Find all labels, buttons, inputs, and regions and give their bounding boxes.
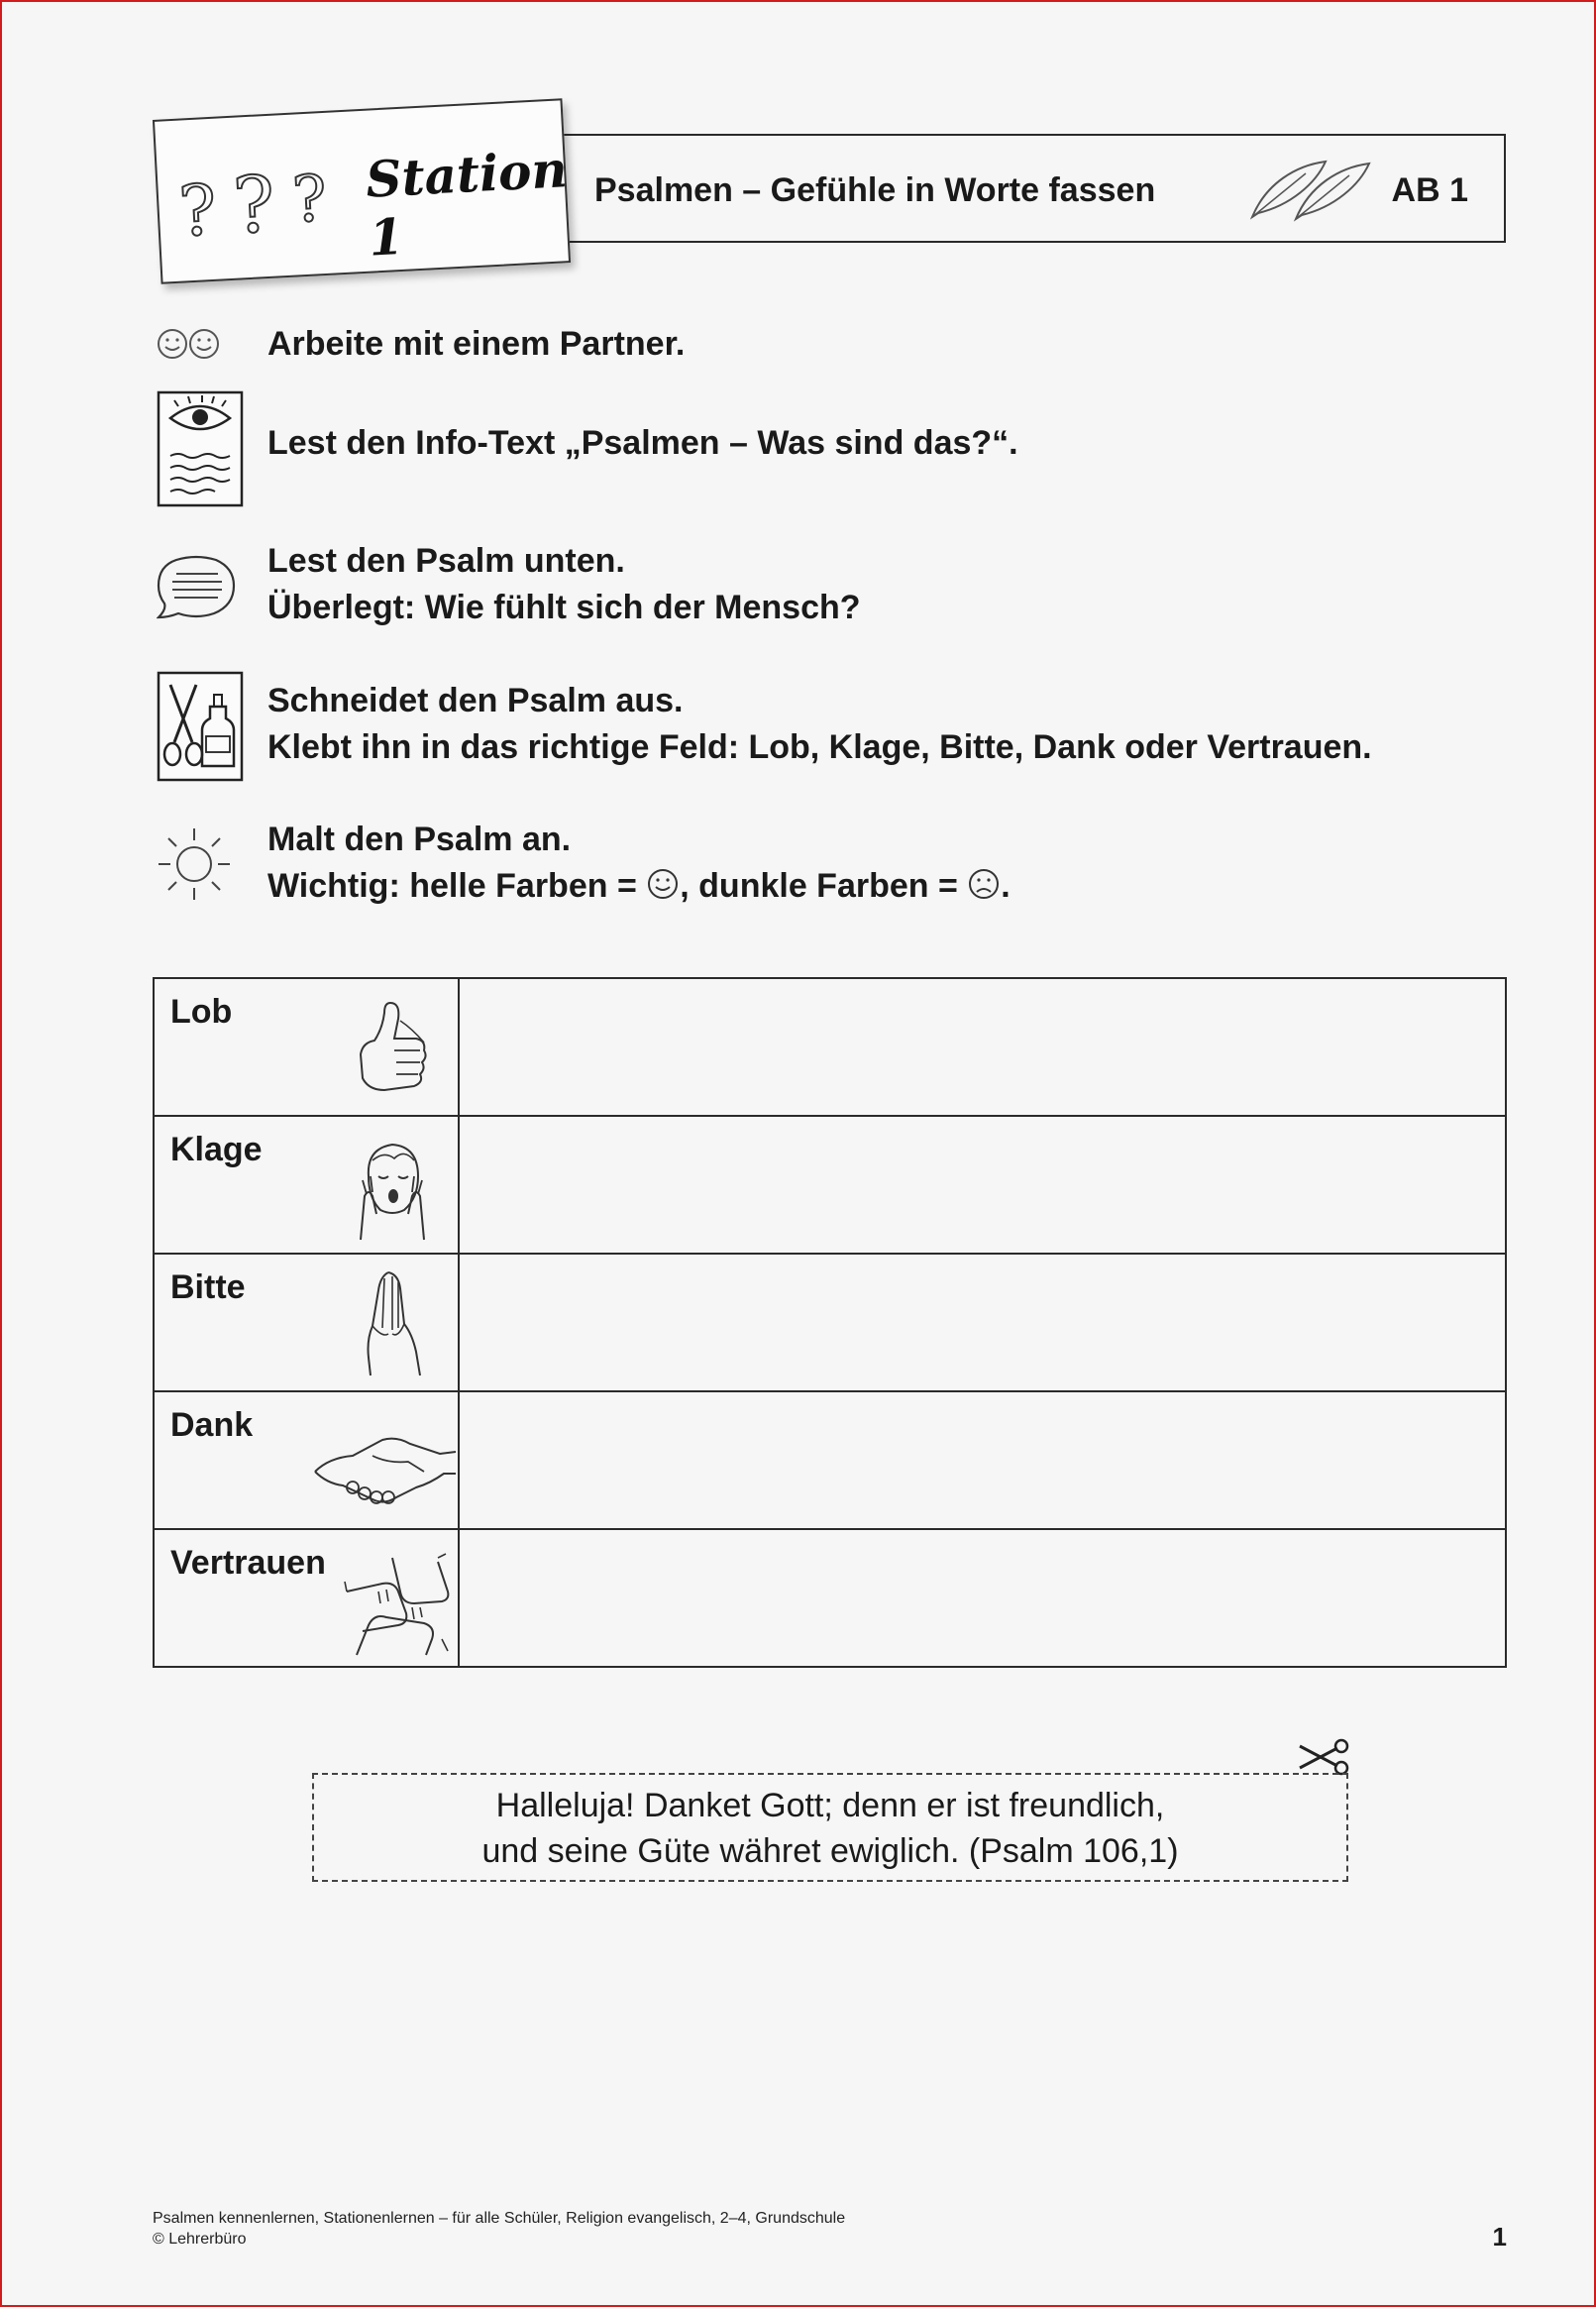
svg-text:?: ? xyxy=(231,160,277,248)
table-row xyxy=(154,1254,1506,1391)
psalm-line: Halleluja! Danket Gott; denn er ist freundlich, xyxy=(495,1787,1165,1824)
sheet-code: AB 1 xyxy=(1391,171,1468,209)
crying-face-icon xyxy=(355,1137,430,1249)
category-label: Bitte xyxy=(170,1268,246,1306)
category-label: Lob xyxy=(170,993,233,1031)
category-cell-bitte xyxy=(154,1254,459,1391)
table-row xyxy=(154,1529,1506,1667)
glue-area-dank xyxy=(459,1391,1506,1529)
instruction-text: Malt den Psalm an. xyxy=(267,821,572,858)
instruction-text: Lest den Psalm unten. xyxy=(267,542,625,580)
instruction-text: . xyxy=(1001,867,1011,905)
sun-icon xyxy=(157,826,232,907)
table-row xyxy=(154,1391,1506,1529)
sad-face-icon xyxy=(967,867,1001,914)
glue-area-bitte xyxy=(459,1254,1506,1391)
glue-area-vertrauen xyxy=(459,1529,1506,1667)
speech-bubble-icon xyxy=(157,552,238,628)
instruction-text: Wichtig: helle Farben = xyxy=(267,867,647,905)
praying-hands-icon xyxy=(359,1268,428,1382)
instruction-line-colors xyxy=(267,863,1011,914)
category-label: Klage xyxy=(170,1131,263,1168)
category-label: Dank xyxy=(170,1406,254,1444)
page-number: 1 xyxy=(1492,2222,1507,2252)
psalm-line: und seine Güte währet ewiglich. (Psalm 106,1) xyxy=(481,1832,1179,1870)
happy-face-icon xyxy=(646,867,680,914)
instruction-text: Schneidet den Psalm aus. xyxy=(267,682,684,719)
feathers-icon xyxy=(1246,154,1375,228)
instruction-text: , dunkle Farben = xyxy=(680,867,968,905)
header-box xyxy=(547,134,1506,243)
thumbs-up-icon xyxy=(355,999,430,1103)
scissors-glue-icon xyxy=(157,671,244,787)
psalm-cutout xyxy=(312,1773,1348,1882)
category-cell-klage xyxy=(154,1116,459,1254)
table-row xyxy=(154,1116,1506,1254)
category-table xyxy=(153,977,1507,1668)
footer-source: Psalmen kennenlernen, Stationenlernen – für alle Schüler, Religion evangelisch, 2–4, Grundschule xyxy=(153,2210,846,2227)
category-label: Vertrauen xyxy=(170,1544,326,1582)
svg-text:?: ? xyxy=(290,162,329,238)
handshake-icon xyxy=(313,1428,458,1512)
station-card xyxy=(153,98,571,283)
question-marks-icon xyxy=(177,159,360,252)
glue-area-klage xyxy=(459,1116,1506,1254)
instruction-text: Arbeite mit einem Partner. xyxy=(267,325,686,363)
two-smileys-icon xyxy=(157,327,222,366)
category-cell-dank xyxy=(154,1391,459,1529)
footer xyxy=(153,2208,845,2250)
svg-text:?: ? xyxy=(176,168,219,248)
page-title: Psalmen – Gefühle in Worte fassen xyxy=(594,171,1156,209)
footer-copyright: © Lehrerbüro xyxy=(153,2231,247,2248)
linked-hands-icon xyxy=(343,1552,452,1664)
glue-area-lob xyxy=(459,978,1506,1116)
instruction-text: Klebt ihn in das richtige Feld: Lob, Klage, Bitte, Dank oder Vertrauen. xyxy=(267,728,1372,766)
category-cell-lob xyxy=(154,978,459,1116)
eye-document-icon xyxy=(157,390,244,512)
table-row xyxy=(154,978,1506,1116)
instruction-text: Lest den Info-Text „Psalmen – Was sind das?“. xyxy=(267,424,1018,462)
category-cell-vertrauen xyxy=(154,1529,459,1667)
station-label: Station 1 xyxy=(364,140,570,268)
instruction-text: Überlegt: Wie fühlt sich der Mensch? xyxy=(267,589,861,626)
